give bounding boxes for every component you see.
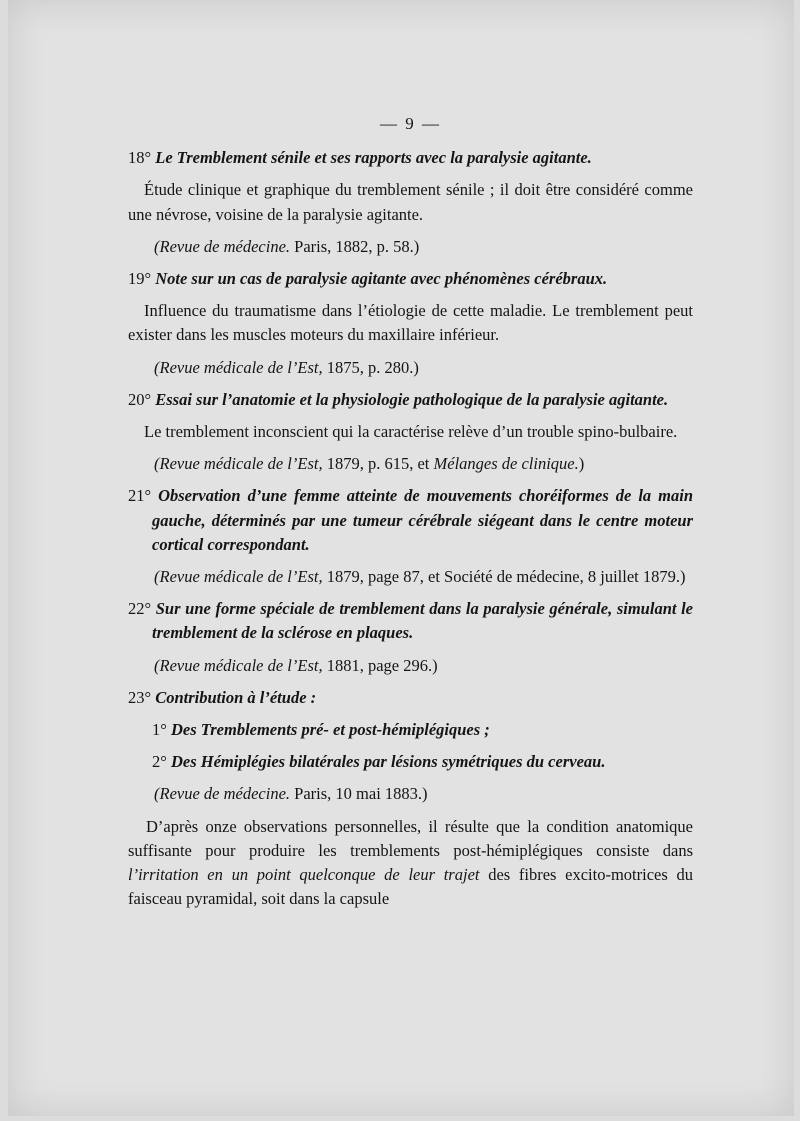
reference-details: Paris, 1882, p. 58.) [290,236,420,256]
subitem-title: Des Tremblements pré- et post-hémiplégiques ; [170,720,490,740]
entry-title: Le Tremblement sénile et ses rapports avec la paralysie agitante. [155,148,592,168]
entry-23-subitem-1 [152,718,693,742]
reference-details: 1879, page 87, et Société de médecine, 8 juillet 1879.) [322,567,686,587]
page-text [128,112,693,919]
reference-details: 1879, p. 615, et [322,454,434,474]
entry-18-heading [128,146,693,170]
reference-journal-2: Mélanges de clinique. [433,454,579,474]
reference-journal: (Revue médicale de l’Est, [154,357,323,377]
entry-19-heading [128,267,693,291]
reference-details: 1881, page 296.) [322,655,438,675]
subitem-number: 1° [152,720,167,740]
reference-journal: (Revue médicale de l’Est, [154,655,323,675]
entry-21-heading [128,484,693,557]
entry-19-reference [128,356,693,380]
entry-23-paragraph [128,815,693,912]
reference-end: ) [578,454,585,474]
reference-details: Paris, 10 mai 1883.) [290,784,428,804]
entry-20-body: Le tremblement inconscient qui la caractérise relève d’un trouble spino-bulbaire. [144,422,678,442]
entry-23-reference [128,782,693,806]
entry-title: Observation d’une femme atteinte de mouvements choréiformes de la main gauche, déterminés par une tumeur cérébrale siégeant dans le centre moteur cortical correspondant. [152,486,693,554]
subitem-title: Des Hémiplégies bilatérales par lésions symétriques du cerveau. [170,752,606,772]
entry-title: Sur une forme spéciale de tremblement dans la paralysie générale, simulant le tremblement de la sclérose en plaques. [152,599,693,643]
entry-number: 21° [128,486,152,506]
reference-journal: (Revue de médecine. [154,236,291,256]
entry-19-body: Influence du traumatisme dans l’étiologie de cette maladie. Le tremblement peut exister dans les muscles moteurs du maxillaire inférieur. [128,301,693,345]
document-page [8,0,794,1116]
reference-journal: (Revue médicale de l’Est, [154,567,323,587]
paragraph-text-c: des fibres excito-motrices du faisceau pyramidal, soit dans la capsule [128,865,693,909]
entry-number: 19° [128,269,152,289]
subitem-number: 2° [152,752,167,772]
entry-23-heading [128,686,693,710]
entry-22-reference [128,654,693,678]
reference-journal: (Revue de médecine. [154,784,291,804]
entry-18-reference [128,235,693,259]
entry-23-subitem-2 [152,750,693,774]
reference-journal: (Revue médicale de l’Est, [154,454,323,474]
entry-number: 20° [128,389,152,409]
reference-details: 1875, p. 280.) [322,357,419,377]
entry-number: 22° [128,599,152,619]
paragraph-emphasis: l’irritation en un point quelconque de leur trajet [128,865,480,885]
entry-18-body: Étude clinique et graphique du tremblement sénile ; il doit être considéré comme une névrose, voisine de la paralysie agitante. [128,180,693,224]
entry-21-reference [128,565,693,589]
entry-number: 23° [128,687,152,707]
entry-number: 18° [128,148,152,168]
entry-title: Note sur un cas de paralysie agitante avec phénomènes cérébraux. [155,269,608,289]
entry-22-heading [128,597,693,645]
entry-20-heading [128,388,693,412]
entry-title: Essai sur l’anatomie et la physiologie pathologique de la paralysie agitante. [155,389,669,409]
paragraph-text-a: D’après onze observations personnelles, il résulte que la condition anatomique suffisante pour produire les tremblements post-hémiplégiques consiste dans [128,816,693,860]
entry-title: Contribution à l’étude : [155,687,317,707]
page-number: — 9 — [380,114,441,133]
entry-20-reference [128,452,693,476]
